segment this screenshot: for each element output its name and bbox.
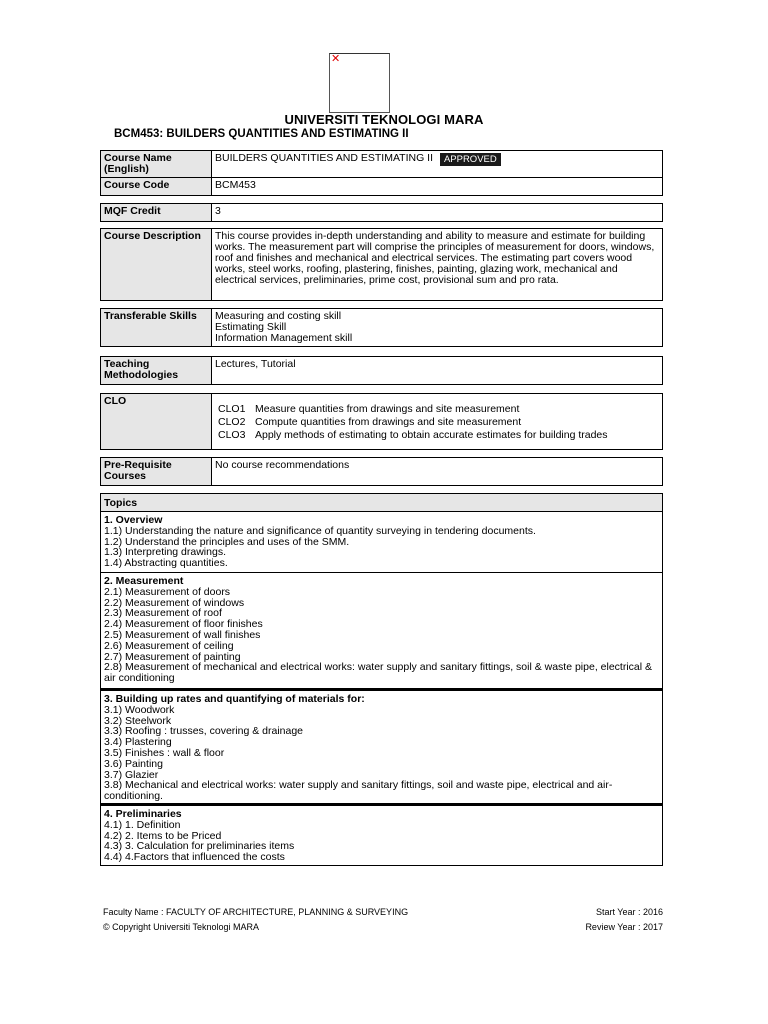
clo-code: CLO1 (218, 403, 246, 415)
clo-text: Compute quantities from drawings and site measurement (255, 416, 522, 428)
topic-item: 1.2) Understand the principles and uses of the SMM. (104, 535, 350, 548)
topic-item: 2.8) Measurement of mechanical and electrical works: water supply and sanitary fittings, soil & waste pipe, electrical & air conditioning (104, 661, 652, 685)
course-description-value: This course provides in-depth understanding and ability to measure and estimate for building works. The measurement part will comprise the principles of measurement for doors, windows, roof and finishes and mechanical and electrical services. The estimating part covers wood works, steel works, roofing, plastering, finishes, painting, glazing work, mechanical and electrical services, preliminaries, prime cost, provisional sum and pro rata. (212, 229, 663, 301)
topic-item: 4.1) 1. Definition (104, 818, 181, 831)
teaching-table (100, 356, 663, 385)
clo-code: CLO2 (218, 416, 246, 428)
transferable-skills-label: Transferable Skills (101, 309, 212, 347)
topic-section-title: 4. Preliminaries (104, 808, 182, 820)
course-code-value: BCM453 (212, 178, 663, 196)
course-name-cell (212, 151, 663, 178)
prerequisite-label: Pre-Requisite Courses (101, 458, 212, 486)
topic-item: 3.4) Plastering (104, 736, 172, 749)
clo-code: CLO3 (218, 429, 246, 441)
clo-item (215, 416, 659, 429)
teaching-methodologies-value: Lectures, Tutorial (212, 357, 663, 385)
description-table (100, 228, 663, 301)
prerequisite-table (100, 457, 663, 486)
topic-section (100, 573, 663, 689)
topic-section (100, 512, 663, 573)
review-year: Review Year : 2017 (585, 922, 663, 932)
topic-item: 4.4) 4.Factors that influenced the costs (104, 851, 285, 864)
mqf-credit-value: 3 (212, 204, 663, 222)
teaching-methodologies-label: Teaching Methodologies (101, 357, 212, 385)
university-name: UNIVERSITI TEKNOLOGI MARA (284, 112, 484, 127)
start-year: Start Year : 2016 (595, 907, 663, 917)
topic-section-title: 2. Measurement (104, 575, 184, 587)
topic-item: 1.3) Interpreting drawings. (104, 546, 226, 559)
status-badge: APPROVED (440, 153, 501, 166)
university-logo (329, 53, 390, 113)
transferable-skills-list (212, 309, 663, 347)
topic-item: 3.6) Painting (104, 757, 163, 770)
topic-item: 2.5) Measurement of wall finishes (104, 628, 261, 641)
clo-text: Measure quantities from drawings and site measurement (255, 403, 520, 415)
course-name-label: Course Name (English) (101, 151, 212, 178)
topics-header: Topics (100, 493, 663, 512)
prerequisite-value: No course recommendations (212, 458, 663, 486)
topic-item: 2.1) Measurement of doors (104, 585, 231, 598)
clo-label: CLO (101, 394, 212, 450)
clo-list (212, 394, 663, 450)
topic-section-title: 3. Building up rates and quantifying of materials for: (104, 693, 365, 705)
faculty-name: Faculty Name : FACULTY OF ARCHITECTURE, PLANNING & SURVEYING (103, 907, 409, 917)
mqf-table (100, 203, 663, 222)
topic-item: 1.1) Understanding the nature and significance of quantity surveying in tendering documents. (104, 524, 536, 537)
clo-text: Apply methods of estimating to obtain accurate estimates for building trades (255, 429, 608, 441)
clo-item (215, 429, 659, 442)
topic-item: 3.3) Roofing : trusses, covering & drainage (104, 725, 304, 738)
topic-item: 3.8) Mechanical and electrical works: water supply and sanitary fittings, soil and waste pipe, electrical and air-conditioning. (104, 779, 613, 803)
skill-item: Estimating Skill (215, 321, 287, 333)
mqf-credit-label: MQF Credit (101, 204, 212, 222)
topic-section (100, 689, 663, 804)
page-title: BCM453: BUILDERS QUANTITIES AND ESTIMATING II (114, 128, 409, 140)
skill-item: Measuring and costing skill (215, 310, 342, 322)
course-name-value: BUILDERS QUANTITIES AND ESTIMATING II (215, 152, 434, 164)
topics-table (100, 493, 663, 866)
course-info-table (100, 150, 663, 196)
clo-item (215, 403, 659, 416)
topic-item: 2.4) Measurement of floor finishes (104, 618, 263, 631)
broken-image-icon: ✕ (331, 52, 341, 65)
topic-item: 2.6) Measurement of ceiling (104, 639, 234, 652)
topic-item: 4.2) 2. Items to be Priced (104, 829, 222, 842)
skills-table (100, 308, 663, 347)
topic-item: 4.3) 3. Calculation for preliminaries items (104, 840, 295, 853)
topic-item: 3.2) Steelwork (104, 714, 172, 727)
course-description-label: Course Description (101, 229, 212, 301)
topic-item: 1.4) Abstracting quantities. (104, 557, 228, 570)
topic-item: 2.7) Measurement of painting (104, 650, 241, 663)
topic-item: 2.3) Measurement of roof (104, 607, 222, 620)
clo-table (100, 393, 663, 450)
topic-section-title: 1. Overview (104, 514, 163, 526)
copyright-text: © Copyright Universiti Teknologi MARA (103, 922, 260, 932)
topic-item: 3.5) Finishes : wall & floor (104, 746, 225, 759)
topic-section (100, 804, 663, 866)
course-code-label: Course Code (101, 178, 212, 196)
skill-item: Information Management skill (215, 332, 353, 344)
topic-item: 3.1) Woodwork (104, 703, 175, 716)
topic-item: 2.2) Measurement of windows (104, 596, 245, 609)
topic-item: 3.7) Glazier (104, 768, 159, 781)
